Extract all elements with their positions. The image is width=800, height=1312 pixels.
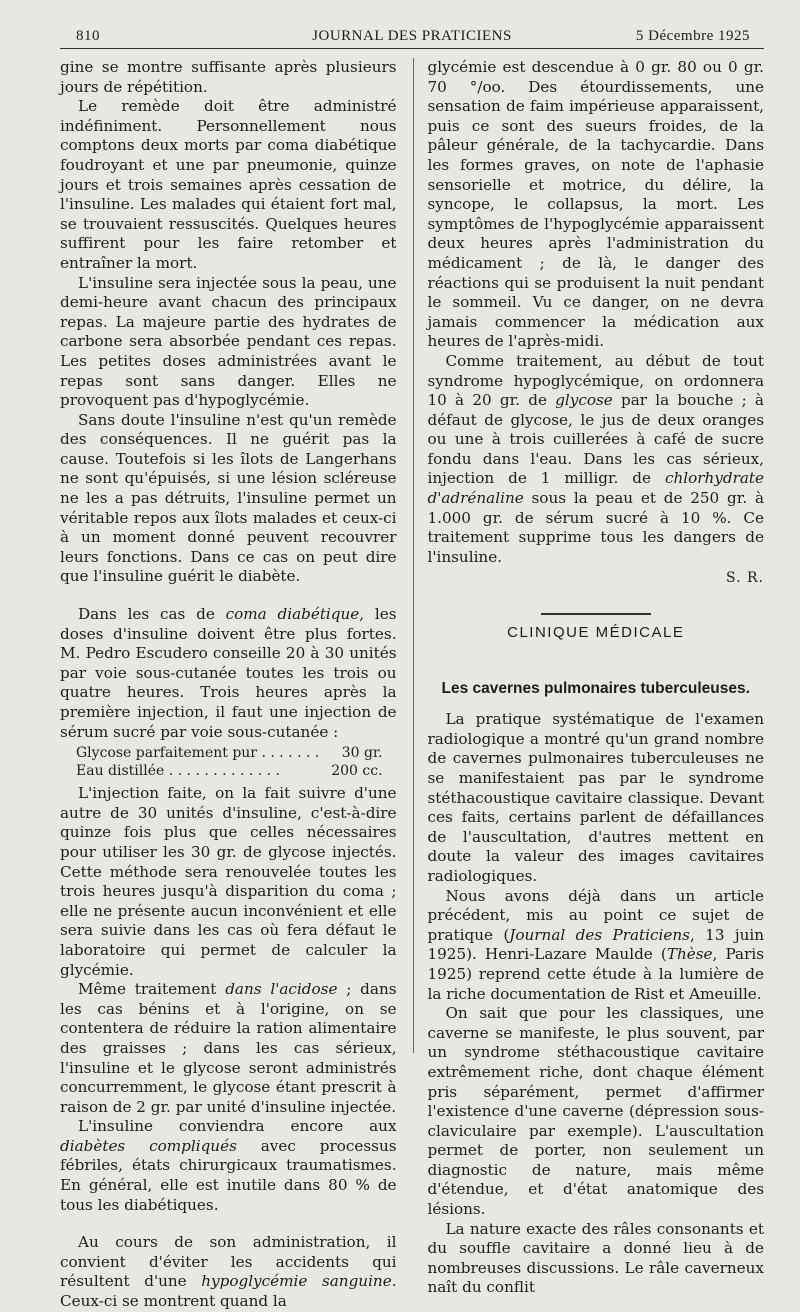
two-column-body	[60, 58, 765, 1311]
paragraph: Sans doute l'insuline n'est qu'un remède des conséquences. Il ne guérit pas la cause. Toutefois si les îlots de Langerhans ne sont qu'épuisés, si une lésion scléreuse ne les a pas détruits, l'insuline permet un véritable repos aux îlots malades et ceux-ci à un moment donné peuvent recouvrer leurs fonctions. Dans ce cas on peut dire que l'insuline guérit le diabète.	[60, 410, 397, 586]
paragraph: On sait que pour les classiques, une caverne se manifeste, le plus souvent, par un syndrome stéthacoustique cavitaire extrêmement riche, dont chaque élément pris séparément, permet d'affirmer l'existence d'une caverne (dépression sous-claviculaire par exemple). L'auscultation permet de porter, non seulement un diagnostic de nature, mais même d'étendue, et d'état anatomique des lésions.	[427, 1004, 764, 1219]
paragraph: Au cours de son administration, il convient d'éviter les accidents qui résultent d'une hypoglycémie sanguine. Ceux-ci se montrent quand la	[60, 1233, 397, 1311]
paragraph: Dans les cas de coma diabétique, les doses d'insuline doivent être plus fortes. M. Pedro Escudero conseille 20 à 30 unités par voie sous-cutanée toutes les trois ou quatre heures. Trois heures après la première injection, il faut une injection de sérum sucré par voie sous-cutanée :	[60, 605, 397, 741]
article-title: Les cavernes pulmonaires tuberculeuses.	[441, 679, 750, 697]
right-column	[427, 58, 765, 1297]
paragraph: Le remède doit être administré indéfiniment. Personnellement nous comptons deux morts par coma diabétique foudroyant et une par pneumonie, quinze jours et trois semaines après cessation de l'insuline. Les malades qui étaient fort mal, se trouvaient ressuscités. Quelques heures suffirent pour les faire retomber et entraîner la mort.	[60, 97, 397, 272]
paragraph: L'insuline sera injectée sous la peau, une demi-heure avant chacun des principaux repas. La majeure partie des hydrates de carbone sera absorbée pendant ces repas. Les petites doses administrées avant le repas sont sans danger. Elles ne provoquent pas d'hypoglycémie.	[60, 273, 397, 410]
header-rule	[60, 48, 764, 49]
formula-line: Glycose parfaitement pur . . . . . . . 30 gr.	[76, 745, 383, 762]
paragraph: Même traitement dans l'acidose ; dans les cas bénins et à l'origine, on se contentera de réduire la ration alimentaire des graisses ; dans les cas sérieux, l'insuline et le glycose seront administrés concurremment, le glycose étant prescrit à raison de 2 gr. par unité d'insuline injectée.	[60, 980, 397, 1116]
section-title: CLINIQUE MÉDICALE	[507, 624, 685, 642]
paragraph: Comme traitement, au début de tout syndrome hypoglycémique, on ordonnera 10 à 20 gr. de glycose par la bouche ; à défaut de glycose, le jus de deux oranges ou une à trois cuillerées à café de sucre fondu dans l'eau. Dans les cas sérieux, injection de 1 milligr. de chlorhydrate d'adrénaline sous la peau et de 250 gr. à 1.000 gr. de sérum sucré à 10 %. Ce traitement supprime tous les dangers de l'insuline.	[427, 351, 764, 566]
paragraph: La pratique systématique de l'examen radiologique a montré qu'un grand nombre de cavernes pulmonaires tuberculeuses ne se manifestaient pas par le syndrome stéthacoustique cavitaire classique. Devant ces faits, certains parlent de défaillances de l'auscultation, d'autres mettent en doute la valeur des images cavitaires radiologiques.	[427, 710, 764, 885]
journal-title: JOURNAL DES PRATICIENS	[312, 28, 512, 44]
formula-line: Eau distillée . . . . . . . . . . . . . 200 cc.	[76, 763, 383, 780]
left-column	[60, 58, 397, 1311]
paragraph: gine se montre suffisante après plusieurs jours de répétition.	[60, 58, 397, 96]
column-divider	[413, 58, 414, 1053]
paragraph: La nature exacte des râles consonants et du souffle cavitaire a donné lieu à de nombreuses discussions. Le râle caverneux naît du conflit	[427, 1219, 764, 1297]
paragraph: glycémie est descendue à 0 gr. 80 ou 0 gr. 70 °/oo. Des étourdissements, une sensation de faim impérieuse apparaissent, puis ce sont des sueurs froides, de la pâleur générale, de la tachycardie. Dans les formes graves, on note de l'aphasie sensorielle et motrice, du délire, la syncope, le collapsus, la mort. Les symptômes de l'hypoglycémie apparaissent deux heures après l'administration du médicament ; de là, le danger des réactions qui se produisent la nuit pendant le sommeil. Vu ce danger, on ne devra jamais commencer la médication aux heures de l'après-midi.	[427, 58, 764, 351]
page-header	[60, 28, 764, 50]
paragraph: L'insuline conviendra encore aux diabètes compliqués avec processus fébriles, états chirurgicaux traumatismes. En général, elle est inutile dans 80 % de tous les diabétiques.	[60, 1117, 397, 1214]
paragraph: L'injection faite, on la fait suivre d'une autre de 30 unités d'insuline, c'est-à-dire quinze fois plus que celles nécessaires pour utiliser les 30 gr. de glycose injectés. Cette méthode sera renouvelée toutes les trois heures jusqu'à disparition du coma ; elle ne présente aucun inconvénient et elle sera suivie dans les cas où fera défaut le laboratoire qui permet de calculer la glycémie.	[60, 784, 397, 979]
issue-date: 5 Décembre 1925	[635, 28, 750, 44]
author-signature: S. R.	[726, 570, 764, 587]
section-separator	[541, 613, 651, 615]
paragraph: Nous avons déjà dans un article précédent, mis au point ce sujet de pratique (Journal des Praticiens, 13 juin 1925). Henri-Lazare Maulde (Thèse, Paris 1925) reprend cette étude à la lumière de la riche documentation de Rist et Ameuille.	[427, 886, 765, 1003]
prescription-formula	[76, 744, 397, 780]
page-number: 810	[76, 28, 100, 44]
